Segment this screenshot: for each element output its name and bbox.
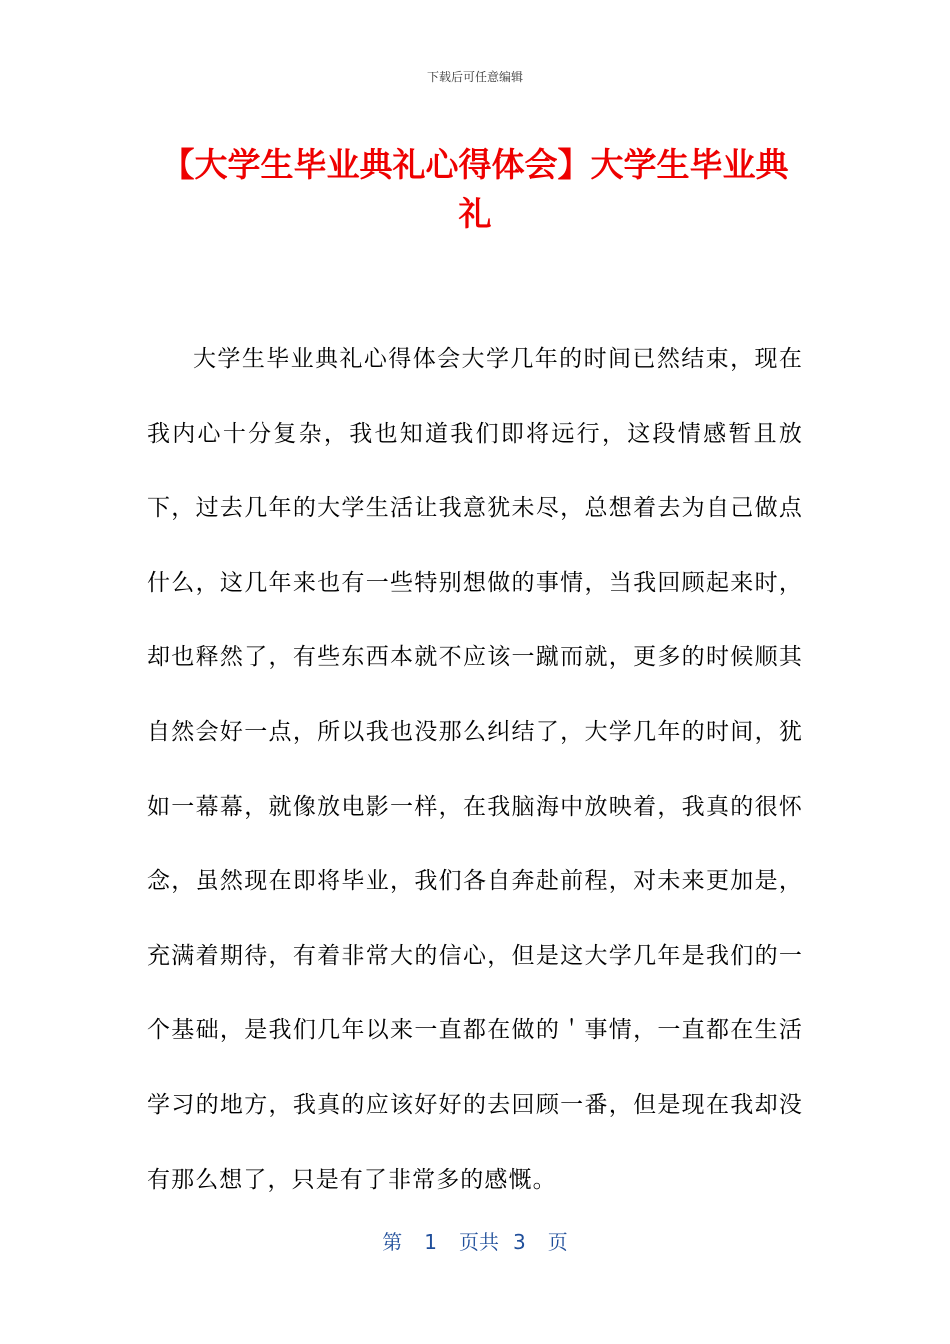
page-footer [0,1226,950,1255]
page-suffix: 页 [547,1230,568,1254]
page-mid-label: 页共 [459,1230,499,1254]
total-pages-number: 3 [513,1230,526,1254]
header-note: 下载后可任意编辑 [426,70,523,84]
document-body: 大学生毕业典礼心得体会大学几年的时间已然结束，现在我内心十分复杂，我也知道我们即将远行，这段情感暂且放下，过去几年的大学生活让我意犹未尽，总想着去为自己做点什么，这几年来也有一些特别想做的事情，当我回顾起来时，却也释然了，有些东西本就不应该一蹴而就，更多的时候顺其自然会好一点，所以我也没那么纠结了，大学几年的时间，犹如一幕幕，就像放电影一样，在我脑海中放映着，我真的很怀念，虽然现在即将毕业，我们各自奔赴前程，对未来更加是，充满着期待，有着非常大的信心，但是这大学几年是我们的一个基础，是我们几年以来一直都在做的＇事情，一直都在生活学习的地方，我真的应该好好的去回顾一番，但是现在我却没有那么想了，只是有了非常多的感慨。 [147,346,803,1193]
current-page-number: 1 [424,1230,437,1254]
document-title: 【大学生毕业典礼心得体会】大学生毕业典礼 [161,145,789,233]
page-prefix: 第 [382,1230,403,1254]
